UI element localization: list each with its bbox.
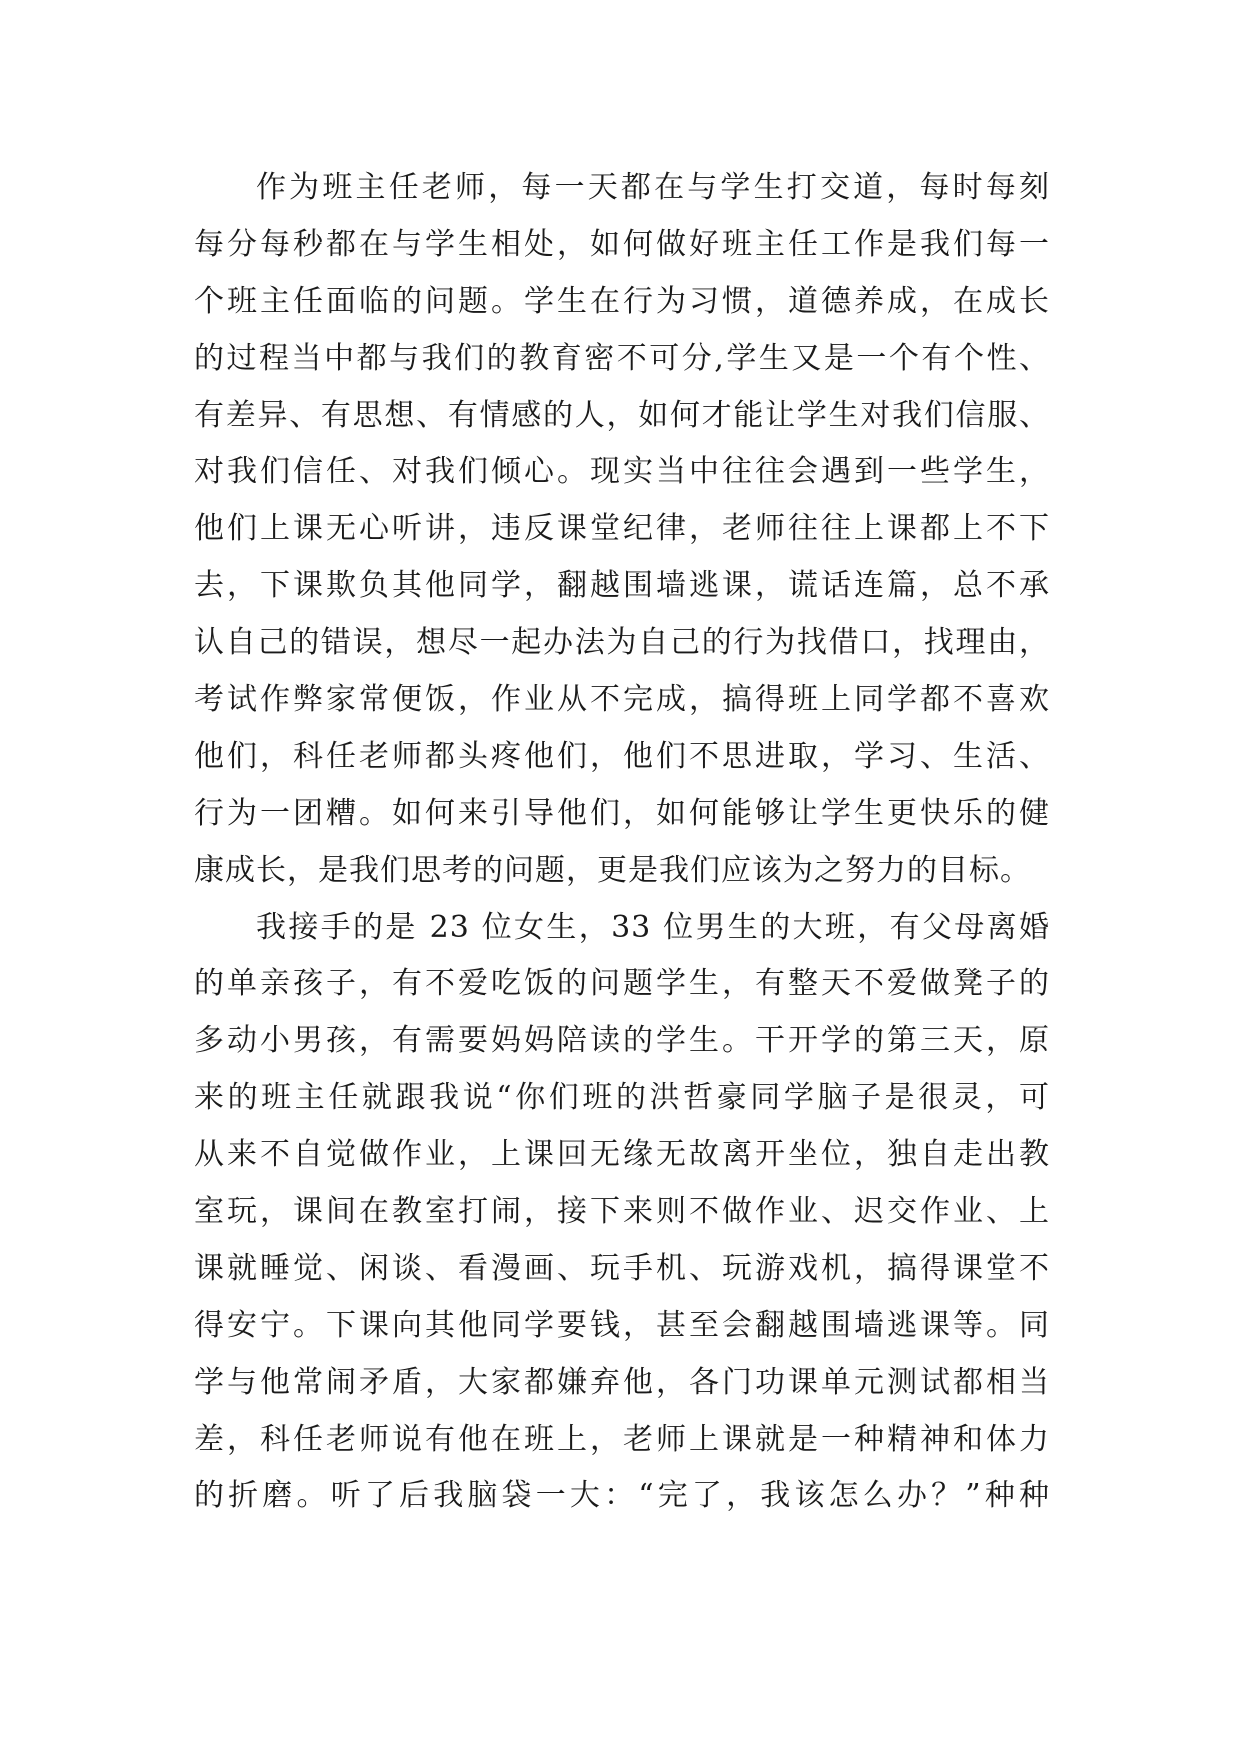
text-line: 得安宁。下课向其他同学要钱，甚至会翻越围墙逃课等。同 bbox=[194, 1307, 1050, 1343]
text-line: 作为班主任老师，每一天都在与学生打交道，每时每刻 bbox=[256, 170, 1050, 205]
paragraph-2 bbox=[194, 900, 1050, 1526]
text-line: 行为一团糟。如何来引导他们，如何能够让学生更快乐的健 bbox=[194, 795, 1050, 831]
text-line: 室玩，课间在教室打闹，接下来则不做作业、迟交作业、上 bbox=[194, 1194, 1050, 1230]
text-line: 对我们信任、对我们倾心。现实当中往往会遇到一些学生， bbox=[194, 454, 1050, 490]
paragraph-1 bbox=[194, 160, 1050, 900]
text-line: 来的班主任就跟我说“你们班的洪哲豪同学脑子是很灵，可 bbox=[194, 1080, 1050, 1116]
text-line: 去，下课欺负其他同学，翻越围墙逃课，谎话连篇，总不承 bbox=[194, 568, 1050, 604]
text-line: 多动小男孩，有需要妈妈陪读的学生。干开学的第三天，原 bbox=[194, 1023, 1050, 1059]
text-line: 我接手的是 23 位女生，33 位男生的大班，有父母离婚 bbox=[256, 909, 1050, 945]
text-line: 学与他常闹矛盾，大家都嫌弃他，各门功课单元测试都相当 bbox=[194, 1364, 1050, 1400]
document-body bbox=[194, 160, 1050, 1525]
text-line: 从来不自觉做作业，上课回无缘无故离开坐位，独自走出教 bbox=[194, 1137, 1050, 1173]
text-line: 他们上课无心听讲，违反课堂纪律，老师往往上课都上不下 bbox=[194, 511, 1050, 547]
text-line: 课就睡觉、闲谈、看漫画、玩手机、玩游戏机，搞得课堂不 bbox=[194, 1250, 1050, 1286]
text-line: 的折磨。听了后我脑袋一大：“完了，我该怎么办？”种种 bbox=[194, 1478, 1050, 1514]
text-line: 他们，科任老师都头疼他们，他们不思进取，学习、生活、 bbox=[194, 738, 1050, 774]
text-line: 有差异、有思想、有情感的人，如何才能让学生对我们信服、 bbox=[194, 397, 1050, 433]
text-line: 每分每秒都在与学生相处，如何做好班主任工作是我们每一 bbox=[194, 226, 1050, 262]
text-line: 认自己的错误，想尽一起办法为自己的行为找借口，找理由， bbox=[194, 625, 1050, 661]
text-line: 的单亲孩子，有不爱吃饭的问题学生，有整天不爱做凳子的 bbox=[194, 966, 1050, 1002]
text-line: 康成长，是我们思考的问题，更是我们应该为之努力的目标。 bbox=[194, 852, 1031, 888]
text-line: 考试作弊家常便饭，作业从不完成，搞得班上同学都不喜欢 bbox=[194, 682, 1050, 718]
text-line: 个班主任面临的问题。学生在行为习惯，道德养成，在成长 bbox=[194, 283, 1050, 319]
text-line: 的过程当中都与我们的教育密不可分,学生又是一个有个性、 bbox=[194, 340, 1050, 376]
text-line: 差，科任老师说有他在班上，老师上课就是一种精神和体力 bbox=[194, 1421, 1050, 1457]
